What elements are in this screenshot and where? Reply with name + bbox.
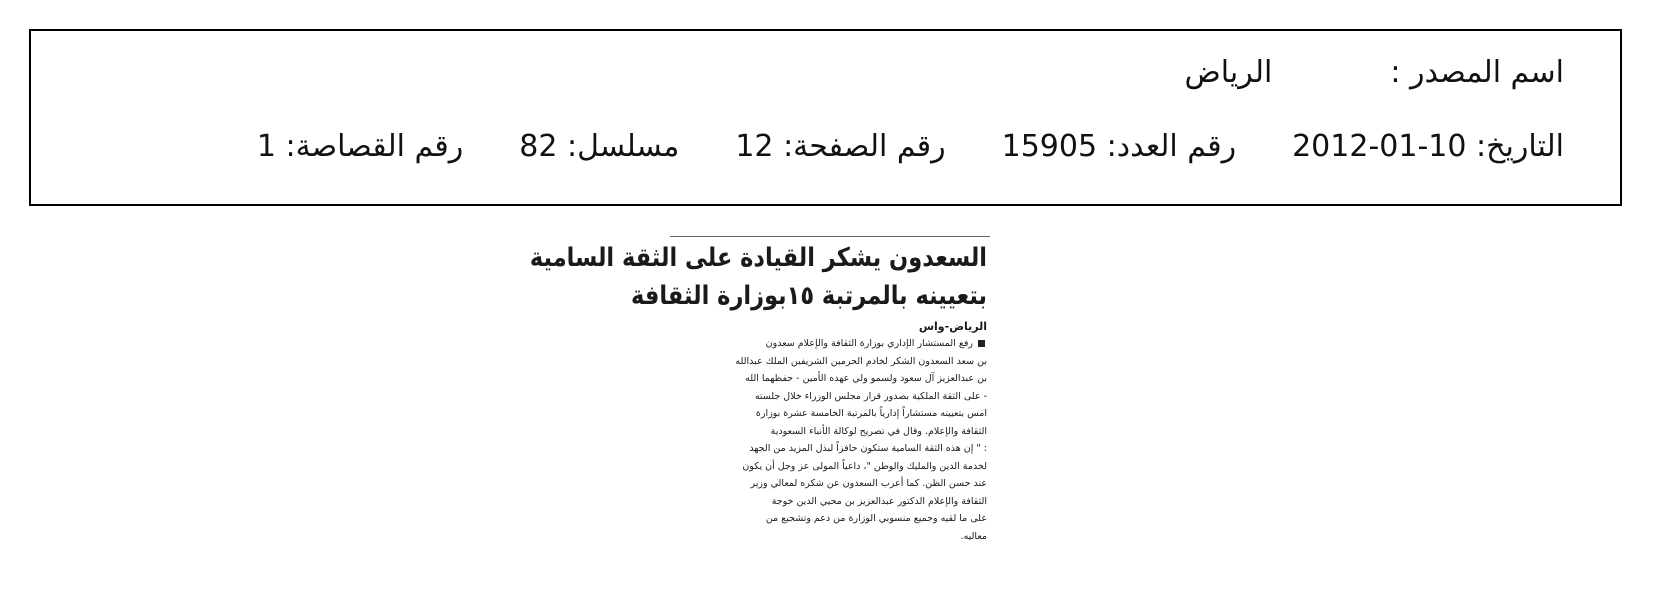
article-line: بن سعد السعدون الشكر لخادم الحرمين الشريفين الملك عبدالله [735, 355, 987, 367]
article-line: لخدمة الدين والمليك والوطن "، داعياً المولى عز وجل أن يكون [742, 460, 987, 472]
source-metadata-box [29, 29, 1622, 206]
clipping-number-field: رقم القصاصة: 1 [256, 129, 464, 164]
article-line-text: رفع المستشار الإداري بوزارة الثقافة والإعلام سعدون [765, 338, 973, 349]
article-line: الثقافة والإعلام. وقال في تصريح لوكالة الأنباء السعودية [770, 425, 987, 437]
serial-field: مسلسل: 82 [519, 129, 680, 164]
bullet-square-icon [978, 340, 985, 347]
dateline: الرياض-واس [918, 320, 987, 333]
details-row [257, 127, 1564, 167]
article-line: الثقافة والإعلام الدكتور عبدالعزيز بن محيي الدين خوجة [771, 495, 987, 507]
article-line: امس بتعيينه مستشاراً إدارياً بالمرتبة الخامسة عشرة بوزارة [755, 408, 987, 419]
article-line: - على الثقة الملكية بصدور قرار مجلس الوزراء خلال جلسته [754, 390, 987, 402]
article-line: على ما لقيه وجميع منسوبي الوزارة من دعم وتشجيع من [765, 513, 987, 524]
issue-number-field: رقم العدد: 15905 [1001, 129, 1237, 164]
newspaper-clipping [529, 236, 990, 581]
date-field: التاريخ: 10-01-2012 [1292, 129, 1564, 164]
article-line: عند حسن الظن. كما أعرب السعدون عن شكره لمعالي وزير [750, 478, 987, 489]
source-row [1185, 53, 1564, 93]
source-label: اسم المصدر : [1390, 55, 1564, 90]
page-number-field: رقم الصفحة: 12 [735, 129, 946, 164]
headline-line-2: بتعيينه بالمرتبة ١٥بوزارة الثقافة [630, 281, 987, 311]
article-line [673, 335, 987, 353]
source-value: الرياض [1184, 55, 1273, 90]
article-line: معاليه. [960, 530, 987, 542]
article-line: بن عبدالعزيز آل سعود ولسمو ولي عهده الأمين - حفظهما الله [745, 373, 987, 384]
article-line: : " إن هذه الثقة السامية ستكون حافزاً لبذل المزيد من الجهد [749, 443, 987, 454]
headline-line-1: السعدون يشكر القيادة على الثقة السامية [529, 243, 987, 273]
